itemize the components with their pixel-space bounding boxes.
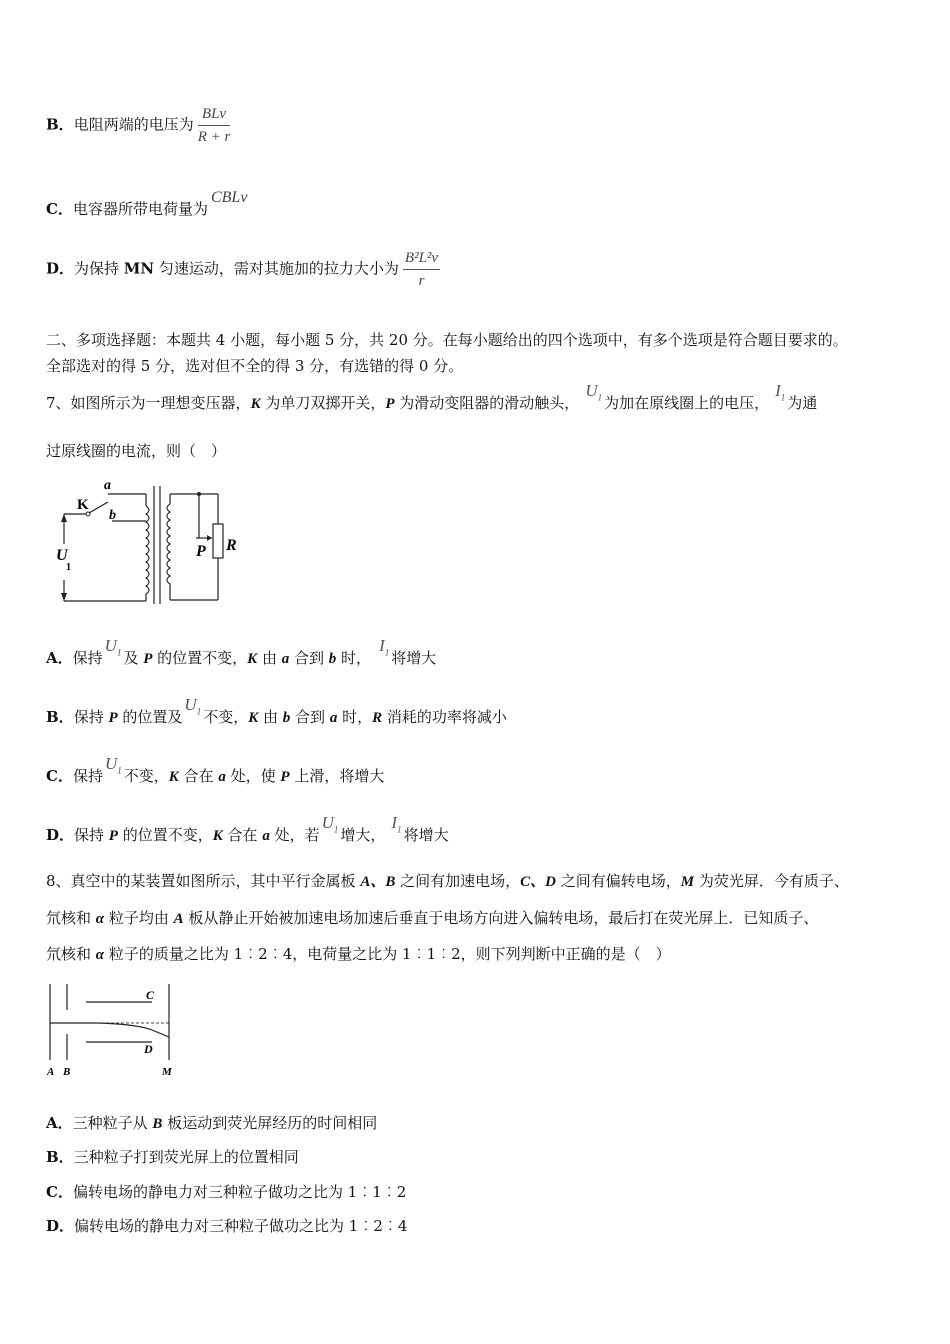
q6-option-d: D．为保持 MN 匀速运动，需对其施加的拉力大小为 $\frac{\text{B²L²v}}{r}$: [46, 250, 439, 289]
section2-line1: 二、多项选择题：本题共 4 小题，每小题 5 分，共 20 分。在每小题给出的四个选项中，有多个选项是符合题目要求的。: [46, 331, 848, 349]
fig8-label-m: M: [162, 1066, 172, 1078]
fig7-label-a: a: [104, 478, 111, 493]
symbol-u1: $U_1$: [184, 695, 202, 717]
fig7-label-r: R: [226, 537, 237, 554]
q6-option-b: B．电阻两端的电压为 $\frac{\text{BLv}}{R + r}$: [46, 106, 231, 145]
transformer-figure: [46, 476, 246, 608]
q7-option-d: D．保持 P 的位置不变，K 合在 a 处，若$U_1$ 增大，$I_1$ 将增大: [46, 813, 449, 844]
q8-option-d: D．偏转电场的静电力对三种粒子做功之比为 1︰2︰4: [46, 1217, 408, 1235]
symbol-i1: $I_1$: [379, 636, 390, 658]
q8-stem-line2: 氘核和 α 粒子均由 A 板从静止开始被加速电场加速后垂直于电场方向进入偏转电场，最后打在荧光屏上．已知质子、: [46, 909, 819, 927]
q8-stem-line3: 氘核和 α 粒子的质量之比为 1︰2︰4，电荷量之比为 1︰1︰2，则下列判断中正确的是（ ）: [46, 945, 671, 963]
fig8-label-d: D: [144, 1042, 153, 1056]
q7-stem-line2: 过原线圈的电流，则（ ）: [46, 442, 227, 460]
formula-b2l2v-over-r: $\frac{\text{B²L²v}}{r}$: [404, 250, 439, 289]
fig7-label-b: b: [109, 508, 116, 523]
symbol-u1: $U_1$: [585, 381, 603, 403]
fig8-label-b: B: [63, 1066, 71, 1078]
fig8-label-c: C: [146, 988, 155, 1002]
q8-option-b: B．三种粒子打到荧光屏上的位置相同: [46, 1148, 299, 1166]
fig8-label-a: A: [47, 1066, 55, 1078]
formula-cblv: CBLv: [210, 189, 248, 206]
symbol-u1: $U_1$: [104, 636, 122, 658]
symbol-u1: $U_1$: [321, 813, 339, 835]
q7-option-c: C．保持$U_1$ 不变，K 合在 a 处，使 P 上滑，将增大: [46, 754, 385, 785]
formula-blv-over-r-plus-r: $\frac{\text{BLv}}{R + r}$: [197, 106, 231, 145]
symbol-u1: $U_1$: [104, 754, 122, 776]
fig7-label-k: K: [77, 497, 89, 513]
fig7-label-u: U: [56, 547, 68, 564]
fig7-label-u-sub: 1: [66, 562, 71, 573]
q7-stem-line1: 7、如图所示为一理想变压器，K 为单刀双掷开关，P 为滑动变阻器的滑动触头，$U_1$ 为加在原线圈上的电压，$I_1$ 为通: [46, 381, 818, 412]
section2-line2: 全部选对的得 5 分，选对但不全的得 3 分，有选错的得 0 分。: [46, 357, 464, 375]
symbol-i1: $I_1$: [391, 813, 402, 835]
q7-option-a: A．保持$U_1$ 及 P 的位置不变，K 由 a 合到 b 时，$I_1$ 将增大: [46, 636, 437, 667]
deflection-figure: [46, 982, 186, 1078]
q8-option-a: A．三种粒子从 B 板运动到荧光屏经历的时间相同: [46, 1114, 378, 1132]
q8-stem-line1: 8、真空中的某装置如图所示，其中平行金属板 A、B 之间有加速电场，C、D 之间有偏转电场，M 为荧光屏．今有质子、: [46, 872, 849, 890]
symbol-i1: $I_1$: [775, 381, 786, 403]
q6-option-c: C．电容器所带电荷量为CBLv: [46, 189, 248, 218]
fig7-label-p: P: [196, 543, 206, 560]
q8-option-c: C．偏转电场的静电力对三种粒子做功之比为 1︰1︰2: [46, 1183, 407, 1201]
q7-option-b: B．保持 P 的位置及$U_1$ 不变，K 由 b 合到 a 时，R 消耗的功率将减小: [46, 695, 507, 726]
